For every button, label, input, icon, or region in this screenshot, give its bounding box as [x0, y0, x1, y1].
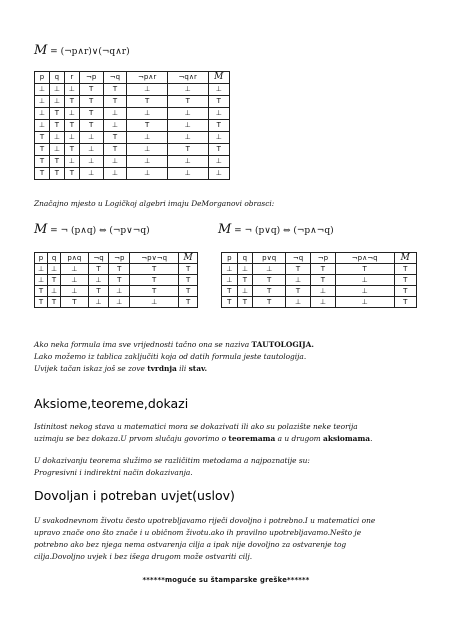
- table-cell: ⊥: [48, 264, 61, 275]
- table-cell: T: [237, 275, 253, 286]
- table-cell: ⊥: [61, 264, 89, 275]
- table-cell: ⊥: [35, 108, 50, 120]
- table-cell: T: [103, 96, 127, 108]
- table-cell: T: [253, 297, 286, 308]
- table-cell: T: [335, 264, 394, 275]
- formula-expression: = ¬ (p∨q) ⇔ (¬p∧¬q): [231, 226, 334, 236]
- table-cell: T: [208, 144, 230, 156]
- table-cell: T: [103, 84, 127, 96]
- table-cell: T: [130, 286, 179, 297]
- table-cell: T: [394, 297, 416, 308]
- table-header-cell: p: [35, 72, 50, 84]
- formula-symbol: M: [34, 222, 48, 237]
- table-cell: ⊥: [222, 275, 238, 286]
- table-cell: T: [208, 120, 230, 132]
- table-cell: ⊥: [127, 144, 168, 156]
- table-cell: ⊥: [35, 84, 50, 96]
- table-cell: ⊥: [167, 84, 208, 96]
- table-header-row: [35, 72, 230, 84]
- table-cell: T: [286, 264, 311, 275]
- table-cell: ⊥: [64, 108, 79, 120]
- table-cell: T: [167, 144, 208, 156]
- table-cell: T: [286, 286, 311, 297]
- paragraph-proofs: [34, 421, 426, 445]
- table-row: [35, 286, 198, 297]
- truth-table-main: [34, 71, 230, 180]
- table-cell: T: [103, 132, 127, 144]
- formula-demorgan-1: [34, 222, 150, 237]
- tautology-line-3: Uvijek tačan iskaz još se zove tvrdnja ili stav.: [34, 364, 208, 373]
- table-row: [222, 286, 417, 297]
- table-cell: ⊥: [253, 264, 286, 275]
- table-cell: T: [127, 120, 168, 132]
- paragraph-conditions-line-1: U svakodnevnom životu često upotrebljavamo riječi dovoljno i potrebno.I u matematici one: [34, 516, 376, 525]
- table-row: [35, 120, 230, 132]
- table-cell: T: [222, 297, 238, 308]
- table-cell: ⊥: [64, 132, 79, 144]
- formula-main: [34, 43, 130, 58]
- heading-axioms-theorems: Aksiome,teoreme,dokazi: [34, 396, 189, 411]
- tvrdnja-term: tvrdnja: [147, 364, 177, 373]
- teoremama-term: teoremama: [228, 434, 276, 443]
- table-cell: T: [49, 120, 64, 132]
- table-cell: ⊥: [61, 275, 89, 286]
- table-cell: ⊥: [167, 156, 208, 168]
- table-cell: ⊥: [310, 297, 335, 308]
- table-cell: T: [167, 96, 208, 108]
- table-cell: ⊥: [286, 275, 311, 286]
- table-cell: T: [79, 96, 103, 108]
- tautology-line-1: Ako neka formula ima sve vrijednosti tačno ona se naziva TAUTOLOGIJA.: [34, 340, 314, 349]
- table-cell: ⊥: [35, 275, 48, 286]
- table-cell: ⊥: [79, 168, 103, 180]
- table-header-cell: ¬q: [88, 253, 109, 264]
- table-header-cell: q: [48, 253, 61, 264]
- paragraph-methods-line-1: U dokazivanju teorema služimo se različitim metodama a najpoznatije su:: [34, 456, 310, 465]
- table-cell: ⊥: [49, 144, 64, 156]
- table-cell: T: [130, 275, 179, 286]
- table-cell: ⊥: [130, 297, 179, 308]
- truth-table-demorgan-1: [34, 252, 198, 308]
- table-cell: ⊥: [127, 84, 168, 96]
- table-cell: T: [253, 286, 286, 297]
- table-cell: ⊥: [286, 297, 311, 308]
- table-row: [35, 156, 230, 168]
- table-row: [35, 297, 198, 308]
- table-cell: T: [64, 96, 79, 108]
- table-cell: ⊥: [79, 144, 103, 156]
- table-header-cell: ¬q: [103, 72, 127, 84]
- table-cell: ⊥: [109, 297, 130, 308]
- table-cell: ⊥: [222, 264, 238, 275]
- footer-note: ******moguće su štamparske greške******: [142, 576, 310, 584]
- table-cell: T: [88, 264, 109, 275]
- stav-term: stav.: [188, 364, 208, 373]
- paragraph-proofs-line-1: Istinitost nekog stava u matematici mora se dokazivati ili ako su polazište neke teorija: [34, 422, 358, 431]
- table-header-cell: ¬p: [109, 253, 130, 264]
- table-cell: T: [394, 275, 416, 286]
- table-cell: T: [48, 297, 61, 308]
- table-cell: ⊥: [208, 108, 230, 120]
- table-row: [35, 264, 198, 275]
- table-header-cell: ¬q: [286, 253, 311, 264]
- table-header-cell: q: [49, 72, 64, 84]
- table-cell: T: [64, 144, 79, 156]
- table-cell: T: [310, 264, 335, 275]
- table-cell: T: [394, 286, 416, 297]
- table-cell: T: [49, 108, 64, 120]
- table-cell: T: [61, 297, 89, 308]
- table-row: [222, 264, 417, 275]
- table-cell: T: [35, 286, 48, 297]
- table-cell: ⊥: [127, 156, 168, 168]
- table-cell: ⊥: [237, 286, 253, 297]
- table-cell: ⊥: [335, 275, 394, 286]
- table-cell: ⊥: [64, 84, 79, 96]
- table-cell: ⊥: [49, 84, 64, 96]
- table-cell: T: [130, 264, 179, 275]
- table-cell: T: [394, 264, 416, 275]
- table-cell: T: [64, 120, 79, 132]
- table-cell: T: [179, 297, 198, 308]
- paragraph-conditions: [34, 515, 426, 563]
- table-cell: T: [310, 275, 335, 286]
- table-row: [35, 84, 230, 96]
- table-cell: T: [179, 286, 198, 297]
- table-cell: ⊥: [310, 286, 335, 297]
- table-header-row: [222, 253, 417, 264]
- table-cell: ⊥: [208, 156, 230, 168]
- formula-symbol: M: [34, 43, 48, 58]
- table-cell: ⊥: [79, 132, 103, 144]
- truth-table-demorgan-2: [221, 252, 417, 308]
- table-cell: T: [35, 156, 50, 168]
- table-cell: ⊥: [49, 96, 64, 108]
- table-cell: ⊥: [35, 96, 50, 108]
- table-header-cell: p∨q: [253, 253, 286, 264]
- table-cell: T: [222, 286, 238, 297]
- table-header-row: [35, 253, 198, 264]
- table-header-cell: r: [64, 72, 79, 84]
- tautology-term: TAUTOLOGIJA.: [251, 340, 314, 349]
- heading-sufficient-necessary: Dovoljan i potreban uvjet(uslov): [34, 488, 235, 503]
- table-cell: T: [237, 297, 253, 308]
- table-header-cell: ¬p∨¬q: [130, 253, 179, 264]
- table-row: [35, 168, 230, 180]
- table-header-cell: M: [179, 253, 198, 264]
- table-header-cell: ¬p: [310, 253, 335, 264]
- formula-expression: = (¬p∧r)∨(¬q∧r): [47, 47, 130, 57]
- table-cell: T: [253, 275, 286, 286]
- table-header-cell: ¬q∧r: [167, 72, 208, 84]
- table-cell: ⊥: [127, 108, 168, 120]
- table-cell: ⊥: [127, 168, 168, 180]
- table-row: [222, 275, 417, 286]
- table-row: [35, 108, 230, 120]
- formula-demorgan-2: [218, 222, 334, 237]
- table-cell: T: [127, 96, 168, 108]
- table-cell: T: [35, 297, 48, 308]
- table-cell: T: [179, 264, 198, 275]
- table-cell: ⊥: [109, 286, 130, 297]
- table-cell: ⊥: [103, 120, 127, 132]
- tautology-paragraph: [34, 339, 424, 375]
- table-cell: ⊥: [127, 132, 168, 144]
- table-header-cell: p: [35, 253, 48, 264]
- table-cell: ⊥: [167, 108, 208, 120]
- table-cell: T: [35, 144, 50, 156]
- paragraph-conditions-line-2: upravo znače ono što znače i u običnom životu.ako ih pravilno upotrebljavamo.Nešto je: [34, 528, 362, 537]
- table-header-cell: p: [222, 253, 238, 264]
- table-cell: ⊥: [64, 156, 79, 168]
- table-row: [222, 297, 417, 308]
- aksiomama-term: aksiomama: [323, 434, 371, 443]
- table-cell: T: [79, 84, 103, 96]
- table-cell: ⊥: [35, 120, 50, 132]
- table-cell: T: [64, 168, 79, 180]
- paragraph-proofs-line-2: uzimaju se bez dokaza.U prvom slučaju govorimo o teoremama a u drugom aksiomama.: [34, 434, 373, 443]
- table-cell: T: [109, 275, 130, 286]
- table-cell: ⊥: [61, 286, 89, 297]
- table-cell: T: [49, 156, 64, 168]
- table-cell: ⊥: [35, 264, 48, 275]
- table-header-cell: ¬p: [79, 72, 103, 84]
- table-cell: ⊥: [167, 168, 208, 180]
- table-header-cell: M: [208, 72, 230, 84]
- table-cell: ⊥: [167, 132, 208, 144]
- table-row: [35, 275, 198, 286]
- table-header-cell: M: [394, 253, 416, 264]
- table-cell: T: [79, 120, 103, 132]
- table-cell: T: [35, 168, 50, 180]
- table-header-cell: q: [237, 253, 253, 264]
- table-cell: T: [79, 108, 103, 120]
- formula-symbol: M: [218, 222, 232, 237]
- table-cell: ⊥: [88, 275, 109, 286]
- demorgan-intro: Značajno mjesto u Logičkoj algebri imaju DeMorganovi obrasci:: [34, 199, 275, 208]
- table-cell: ⊥: [48, 286, 61, 297]
- table-row: [35, 96, 230, 108]
- paragraph-methods-line-2: Progresivni i indirektni način dokazivanja.: [34, 468, 193, 477]
- paragraph-conditions-line-3: potrebno ako bez njega nema ostvarenja cilja a ipak nije dovoljno za ostvarenje tog: [34, 540, 347, 549]
- table-cell: ⊥: [335, 286, 394, 297]
- table-cell: T: [179, 275, 198, 286]
- paragraph-conditions-line-4: cilja.Dovoljno uvjek i bez išega drugom može ostvariti cilj.: [34, 552, 253, 561]
- table-row: [35, 144, 230, 156]
- table-cell: T: [208, 96, 230, 108]
- table-cell: ⊥: [79, 156, 103, 168]
- table-header-cell: p∧q: [61, 253, 89, 264]
- table-cell: T: [109, 264, 130, 275]
- table-cell: ⊥: [167, 120, 208, 132]
- table-cell: ⊥: [208, 132, 230, 144]
- table-cell: T: [35, 132, 50, 144]
- table-cell: ⊥: [103, 168, 127, 180]
- table-cell: ⊥: [237, 264, 253, 275]
- tautology-line-2: Lako možemo iz tablica zaključiti koja od datih formula jeste tautologija.: [34, 352, 307, 361]
- table-cell: ⊥: [103, 156, 127, 168]
- table-cell: T: [103, 144, 127, 156]
- table-cell: ⊥: [103, 108, 127, 120]
- table-cell: ⊥: [49, 132, 64, 144]
- table-cell: ⊥: [208, 84, 230, 96]
- paragraph-methods: [34, 455, 426, 479]
- table-cell: ⊥: [208, 168, 230, 180]
- table-cell: ⊥: [88, 297, 109, 308]
- table-cell: ⊥: [335, 297, 394, 308]
- table-cell: T: [88, 286, 109, 297]
- table-cell: T: [49, 168, 64, 180]
- table-header-cell: ¬p∧¬q: [335, 253, 394, 264]
- table-cell: T: [48, 275, 61, 286]
- table-row: [35, 132, 230, 144]
- formula-expression: = ¬ (p∧q) ⇔ (¬p∨¬q): [47, 226, 150, 236]
- table-header-cell: ¬p∧r: [127, 72, 168, 84]
